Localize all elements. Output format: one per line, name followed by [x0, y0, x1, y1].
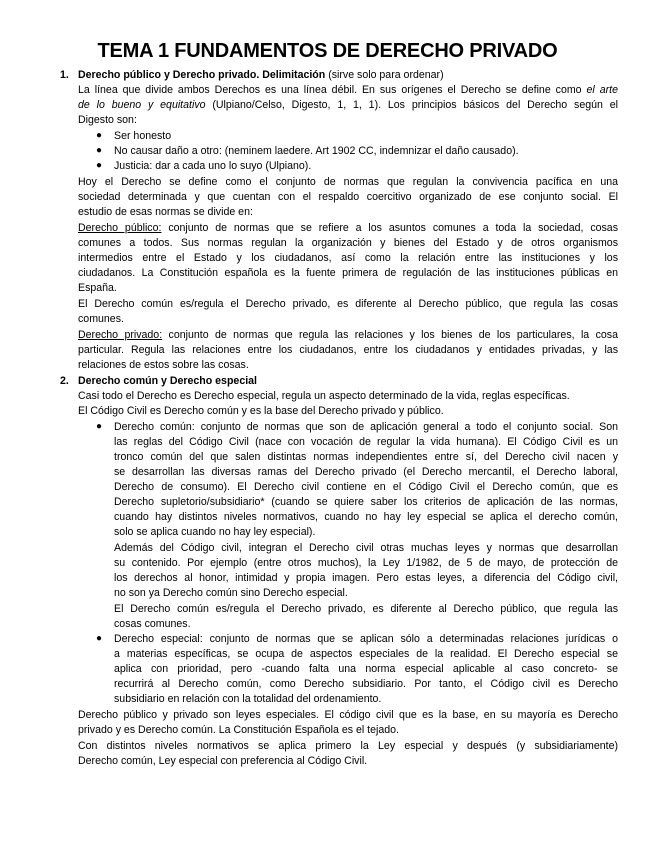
- private-law-line-3: relaciones de estos sobre las cosas.: [78, 359, 249, 371]
- public-law-line-2: comunes a todos. Sus normas regulan la organización y bienes del Estado y de otros organismos: [78, 237, 618, 249]
- b2-line-2: a materias específicas, se ocupa de aspectos especiales de la realidad. El Derecho especial se: [114, 648, 618, 660]
- bullet-icon: ●: [96, 633, 103, 644]
- s1-p2-line-2: sociedad determinada y que cuentan con el respaldo coercitivo organizado de ese conjunto social. El: [78, 191, 618, 203]
- b1-line-7: cuando hay distintos niveles normativos, cuando no hay ley especial se aplica el derecho común,: [114, 511, 618, 523]
- b2-line-3: aplica con prioridad, pero -cuando falta una norma especial aplicable al caso concreto- se: [114, 663, 618, 675]
- private-law-line-1: Derecho privado: conjunto de normas que regula las relaciones y los bienes de los particulares, la cosa: [78, 329, 618, 341]
- section-2-number: 2.: [60, 375, 69, 387]
- s1-p1-line-1: La línea que divide ambos Derechos es una línea débil. En sus orígenes el Derecho se define como el arte: [78, 84, 618, 96]
- b2-line-4: recurrirá al Derecho común, como Derecho subsidiario. Por tanto, el Código civil es Derecho: [114, 678, 618, 690]
- b1-line-3: tronco común del que salen distintas normas independientes entre sí, del Derecho civil nacen y: [114, 451, 618, 463]
- b1-line-12: no son ya Derecho común sino Derecho especial.: [114, 587, 348, 599]
- public-law-line-5: España.: [78, 282, 117, 294]
- b1-line-13: El Derecho común es/regula el Derecho privado, es diferente al Derecho público, que regula las: [114, 603, 618, 615]
- b1-line-1: Derecho común: conjunto de normas que son de aplicación general a todo el conjunto social. Son: [114, 421, 618, 433]
- bullet-icon: ●: [96, 421, 103, 432]
- s1-p1-line-3: Digesto son:: [78, 114, 137, 126]
- private-law-line-2: particular. Regula las relaciones entre los ciudadanos, entre los ciudadanos y entidades privadas, y las: [78, 344, 618, 356]
- b2-line-1: Derecho especial: conjunto de normas que se aplican sólo a determinadas relaciones jurídicas o: [114, 633, 618, 645]
- s2-outro-line-3: Con distintos niveles normativos se aplica primero la Ley especial y después (y subsidiariamente): [78, 740, 618, 752]
- common-law-line-2: comunes.: [78, 313, 124, 325]
- private-law-label: Derecho privado:: [78, 329, 163, 341]
- section-2-title: Derecho común y Derecho especial: [78, 375, 257, 387]
- section-1-number: 1.: [60, 69, 69, 81]
- b1-line-14: cosas comunes.: [114, 618, 191, 630]
- b1-line-4: se desarrollan las diversas ramas del Derecho privado (el Derecho mercantil, el Derecho laboral,: [114, 466, 618, 478]
- s1-p1-line-2: de lo bueno y equitativo (Ulpiano/Celso, Digesto, 1, 1, 1). Los principios básicos del Derecho según el: [78, 99, 618, 111]
- b1-line-11: los derechos al honor, intimidad y propia imagen. Pero estas leyes, a diferencia del Código civil,: [114, 572, 618, 584]
- b1-line-6: Derecho supletorio/subsidiario* (cuando se quiere saber los criterios de aplicación de las normas,: [114, 496, 618, 508]
- s2-intro-line-2: El Código Civil es Derecho común y es la base del Derecho privado y público.: [78, 405, 444, 417]
- s2-outro-line-2: privado y es Derecho común. La Constitución Española es el tejado.: [78, 724, 399, 736]
- public-law-line-1: Derecho público: conjunto de normas que se refiere a los asuntos comunes a toda la sociedad, cosas: [78, 222, 618, 234]
- bullet-icon: ●: [96, 160, 103, 171]
- s1-bullet-1: Ser honesto: [114, 130, 172, 142]
- bullet-icon: ●: [96, 130, 103, 141]
- public-law-line-3: intermedios entre el Estado y los ciudadanos, así como la relación entre las instituciones y los: [78, 252, 618, 264]
- public-law-label: Derecho público:: [78, 222, 162, 234]
- s1-bullet-3: Justicia: dar a cada uno lo suyo (Ulpiano).: [114, 160, 312, 172]
- s1-bullet-2: No causar daño a otro: (neminem laedere. Art 1902 CC, indemnizar el daño causado).: [114, 145, 519, 157]
- b1-line-8: solo se aplica cuando no hay ley especial).: [114, 526, 316, 538]
- b1-line-5: Derecho de consumo). El Derecho civil contiene en el Código Civil el Derecho común, que es: [114, 481, 618, 493]
- section-1-title-note: (sirve solo para ordenar): [325, 69, 444, 81]
- s1-p2-line-1: Hoy el Derecho se define como el conjunto de normas que regulan la convivencia pacífica en una: [78, 176, 618, 188]
- b2-line-5: subsidiario en relación con la totalidad del ordenamiento.: [114, 693, 382, 705]
- section-1-title: Derecho público y Derecho privado. Delimitación: [78, 69, 326, 81]
- s2-intro-line-1: Casi todo el Derecho es Derecho especial, regula un aspecto determinado de la vida, reglas específicas.: [78, 390, 570, 402]
- b1-line-2: las reglas del Código Civil (nace con vocación de regular la vida humana). El Código Civil es un: [114, 436, 618, 448]
- s1-p2-line-3: estudio de esas normas se divide en:: [78, 206, 253, 218]
- bullet-icon: ●: [96, 145, 103, 156]
- document-title: TEMA 1 FUNDAMENTOS DE DERECHO PRIVADO: [97, 40, 558, 62]
- common-law-line-1: El Derecho común es/regula el Derecho privado, es diferente al Derecho público, que regula las cosas: [78, 298, 618, 310]
- s2-outro-line-4: Derecho común, Ley especial con preferencia al Código Civil.: [78, 755, 368, 767]
- b1-line-10: su contenido. Por ejemplo (entre otros muchos), la Ley 1/1982, de 5 de mayo, de protección de: [114, 557, 618, 569]
- public-law-line-4: ciudadanos. La Constitución española es la fuente primera de regulación de las instituciones públicas en: [78, 267, 618, 279]
- s2-outro-line-1: Derecho público y privado son leyes especiales. El código civil que es la base, en su mayoría es Derecho: [78, 709, 618, 721]
- b1-line-9: Además del Código civil, integran el Derecho civil otras muchas leyes y normas que desarrollan: [114, 542, 618, 554]
